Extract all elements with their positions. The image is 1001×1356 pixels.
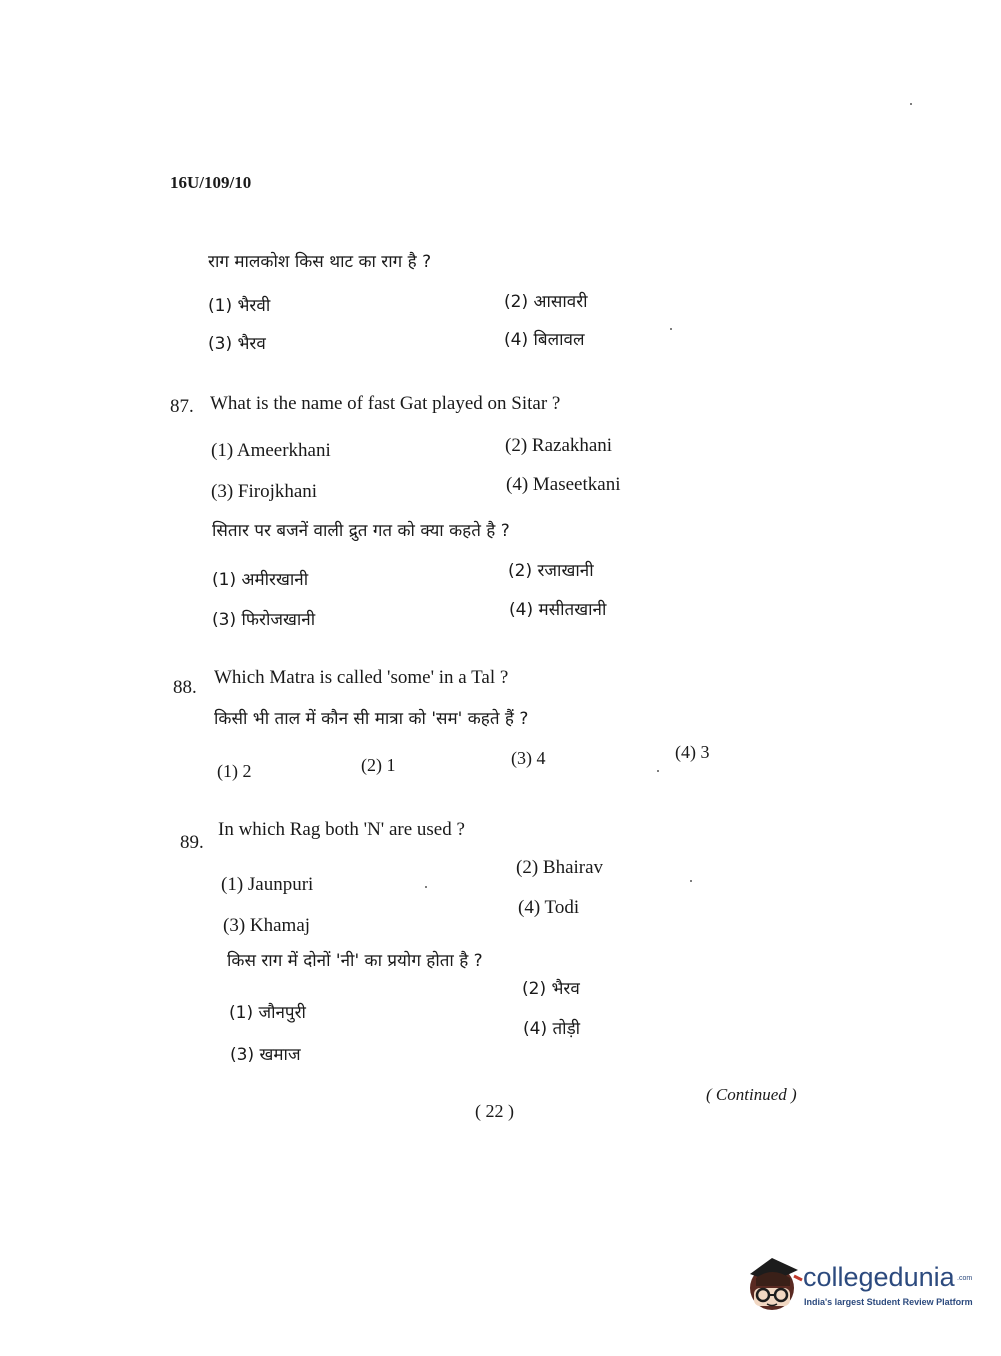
q89-text-hindi: किस राग में दोनों 'नी' का प्रयोग होता है ? bbox=[227, 951, 483, 971]
q88-text-english: Which Matra is called 'some' in a Tal ? bbox=[214, 667, 509, 688]
continued-label: ( Continued ) bbox=[706, 1085, 797, 1104]
q86-option-4: (4) बिलावल bbox=[504, 330, 585, 350]
q87-option-3-en: (3) Firojkhani bbox=[211, 481, 318, 502]
q89-option-3-hi: (3) खमाज bbox=[230, 1045, 301, 1065]
q89-number: 89. bbox=[180, 832, 204, 853]
q88-option-2: (2) 1 bbox=[361, 755, 396, 775]
scan-speck bbox=[657, 770, 659, 772]
q89-option-1-en: (1) Jaunpuri bbox=[221, 874, 314, 895]
q87-text-english: What is the name of fast Gat played on Sitar ? bbox=[210, 393, 561, 414]
scan-speck bbox=[670, 328, 672, 330]
q86-option-1: (1) भैरवी bbox=[208, 296, 271, 316]
q87-option-3-hi: (3) फिरोजखानी bbox=[212, 610, 316, 630]
collegedunia-brand-text: collegedunia bbox=[803, 1262, 955, 1292]
scan-speck bbox=[690, 880, 692, 882]
q89-text-english: In which Rag both 'N' are used ? bbox=[218, 819, 465, 840]
paper-code: 16U/109/10 bbox=[170, 173, 252, 192]
q87-option-4-en: (4) Maseetkani bbox=[506, 474, 621, 495]
q87-text-hindi: सितार पर बजनें वाली द्रुत गत को क्या कहते है ? bbox=[212, 521, 510, 541]
page-number: ( 22 ) bbox=[475, 1101, 514, 1121]
q89-option-1-hi: (1) जौनपुरी bbox=[229, 1003, 306, 1023]
q86-option-3: (3) भैरव bbox=[208, 334, 266, 354]
q86-text-hindi: राग मालकोश किस थाट का राग है ? bbox=[208, 252, 432, 272]
q89-option-2-hi: (2) भैरव bbox=[522, 979, 580, 999]
q87-option-2-en: (2) Razakhani bbox=[505, 435, 613, 456]
scan-speck bbox=[910, 103, 912, 105]
q88-option-1: (1) 2 bbox=[217, 761, 252, 781]
q89-option-2-en: (2) Bhairav bbox=[516, 857, 604, 878]
q87-option-4-hi: (4) मसीतखानी bbox=[509, 600, 607, 620]
q89-option-4-en: (4) Todi bbox=[518, 897, 580, 918]
q88-option-4: (4) 3 bbox=[675, 742, 710, 762]
collegedunia-brand-suffix: .com bbox=[957, 1275, 973, 1282]
q87-number: 87. bbox=[170, 396, 194, 417]
collegedunia-tagline: India's largest Student Review Platform bbox=[804, 1297, 973, 1307]
q89-option-3-en: (3) Khamaj bbox=[223, 915, 311, 936]
q88-text-hindi: किसी भी ताल में कौन सी मात्रा को 'सम' कहते हैं ? bbox=[214, 709, 529, 729]
q88-option-3: (3) 4 bbox=[511, 748, 546, 768]
q87-option-1-hi: (1) अमीरखानी bbox=[212, 570, 309, 590]
q89-option-4-hi: (4) तोड़ी bbox=[523, 1019, 581, 1039]
q87-option-1-en: (1) Ameerkhani bbox=[211, 440, 331, 461]
q87-option-2-hi: (2) रजाखानी bbox=[508, 561, 594, 581]
q88-number: 88. bbox=[173, 677, 197, 698]
q86-option-2: (2) आसावरी bbox=[504, 292, 588, 312]
scan-speck bbox=[425, 886, 427, 888]
